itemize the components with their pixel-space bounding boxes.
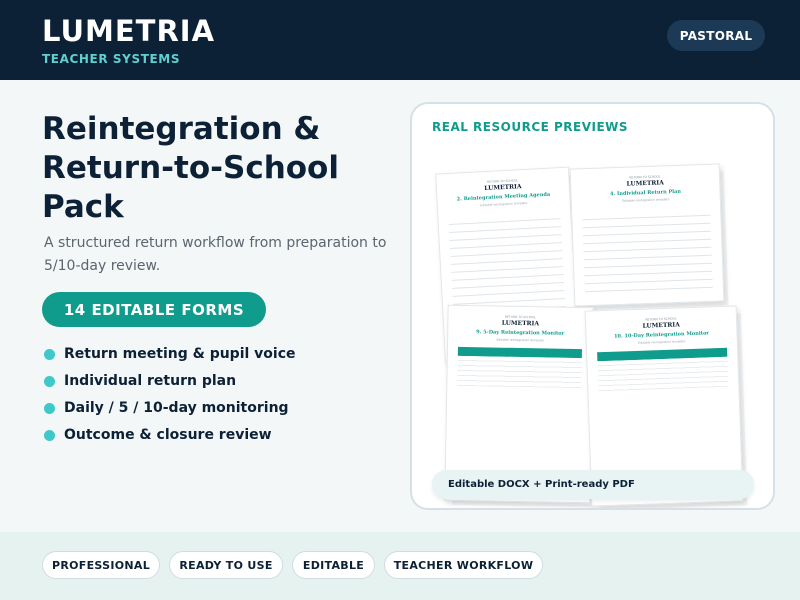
doc-table-grid <box>457 356 582 388</box>
doc-form-rows <box>582 208 713 292</box>
tag-professional: PROFESSIONAL <box>42 551 160 579</box>
doc-title: 9. 5-Day Reintegration Monitor <box>476 329 565 337</box>
doc-title: 2. Reintegration Meeting Agenda <box>456 191 551 203</box>
feature-item <box>44 394 296 421</box>
top-header <box>0 0 800 80</box>
category-badge: PASTORAL <box>667 20 765 51</box>
tag-editable: EDITABLE <box>292 551 375 579</box>
feature-text: Return meeting & pupil voice <box>64 345 296 362</box>
bullet-dot-icon <box>44 349 55 360</box>
document-preview <box>570 163 725 306</box>
doc-title: 4. Individual Return Plan <box>609 188 682 198</box>
format-caption: Editable DOCX + Print-ready PDF <box>432 470 754 499</box>
feature-text: Individual return plan <box>64 372 237 389</box>
page-title: Reintegration & Return-to-School Pack <box>42 111 339 225</box>
doc-note: Editable reintegration template <box>622 197 670 203</box>
doc-kicker: RETURN TO SCHOOL <box>504 314 537 320</box>
page-description: A structured return workflow from preparation to 5/10-day review. <box>44 235 387 274</box>
feature-item <box>44 340 296 367</box>
preview-label: REAL RESOURCE PREVIEWS <box>432 120 629 134</box>
doc-brand: LUMETRIA <box>626 179 664 188</box>
feature-item <box>44 421 296 448</box>
forms-count-badge: 14 EDITABLE FORMS <box>42 292 266 327</box>
doc-kicker: RETURN TO SCHOOL <box>486 178 519 184</box>
doc-brand: LUMETRIA <box>501 319 540 328</box>
doc-title: 10. 10-Day Reintegration Monitor <box>613 330 710 340</box>
feature-list <box>44 340 296 448</box>
bullet-dot-icon <box>44 430 55 441</box>
doc-note: Editable reintegration template <box>496 337 544 343</box>
brand-logo: LUMETRIA <box>42 14 216 48</box>
tag-teacher-workflow: TEACHER WORKFLOW <box>384 551 543 579</box>
doc-kicker: RETURN TO SCHOOL <box>629 174 661 180</box>
preview-card <box>410 102 775 510</box>
doc-kicker: RETURN TO SCHOOL <box>645 316 677 322</box>
feature-text: Outcome & closure review <box>64 426 272 443</box>
doc-brand: LUMETRIA <box>642 321 680 330</box>
feature-item <box>44 367 296 394</box>
doc-note: Editable reintegration template <box>480 200 528 208</box>
bullet-dot-icon <box>44 376 55 387</box>
brand-subtitle: TEACHER SYSTEMS <box>42 52 181 66</box>
doc-form-rows <box>448 211 565 313</box>
doc-brand: LUMETRIA <box>484 183 522 193</box>
doc-table-grid <box>597 357 728 392</box>
bullet-dot-icon <box>44 403 55 414</box>
tag-ready-to-use: READY TO USE <box>169 551 283 579</box>
feature-text: Daily / 5 / 10-day monitoring <box>64 399 289 416</box>
doc-note: Editable reintegration template <box>638 339 686 345</box>
